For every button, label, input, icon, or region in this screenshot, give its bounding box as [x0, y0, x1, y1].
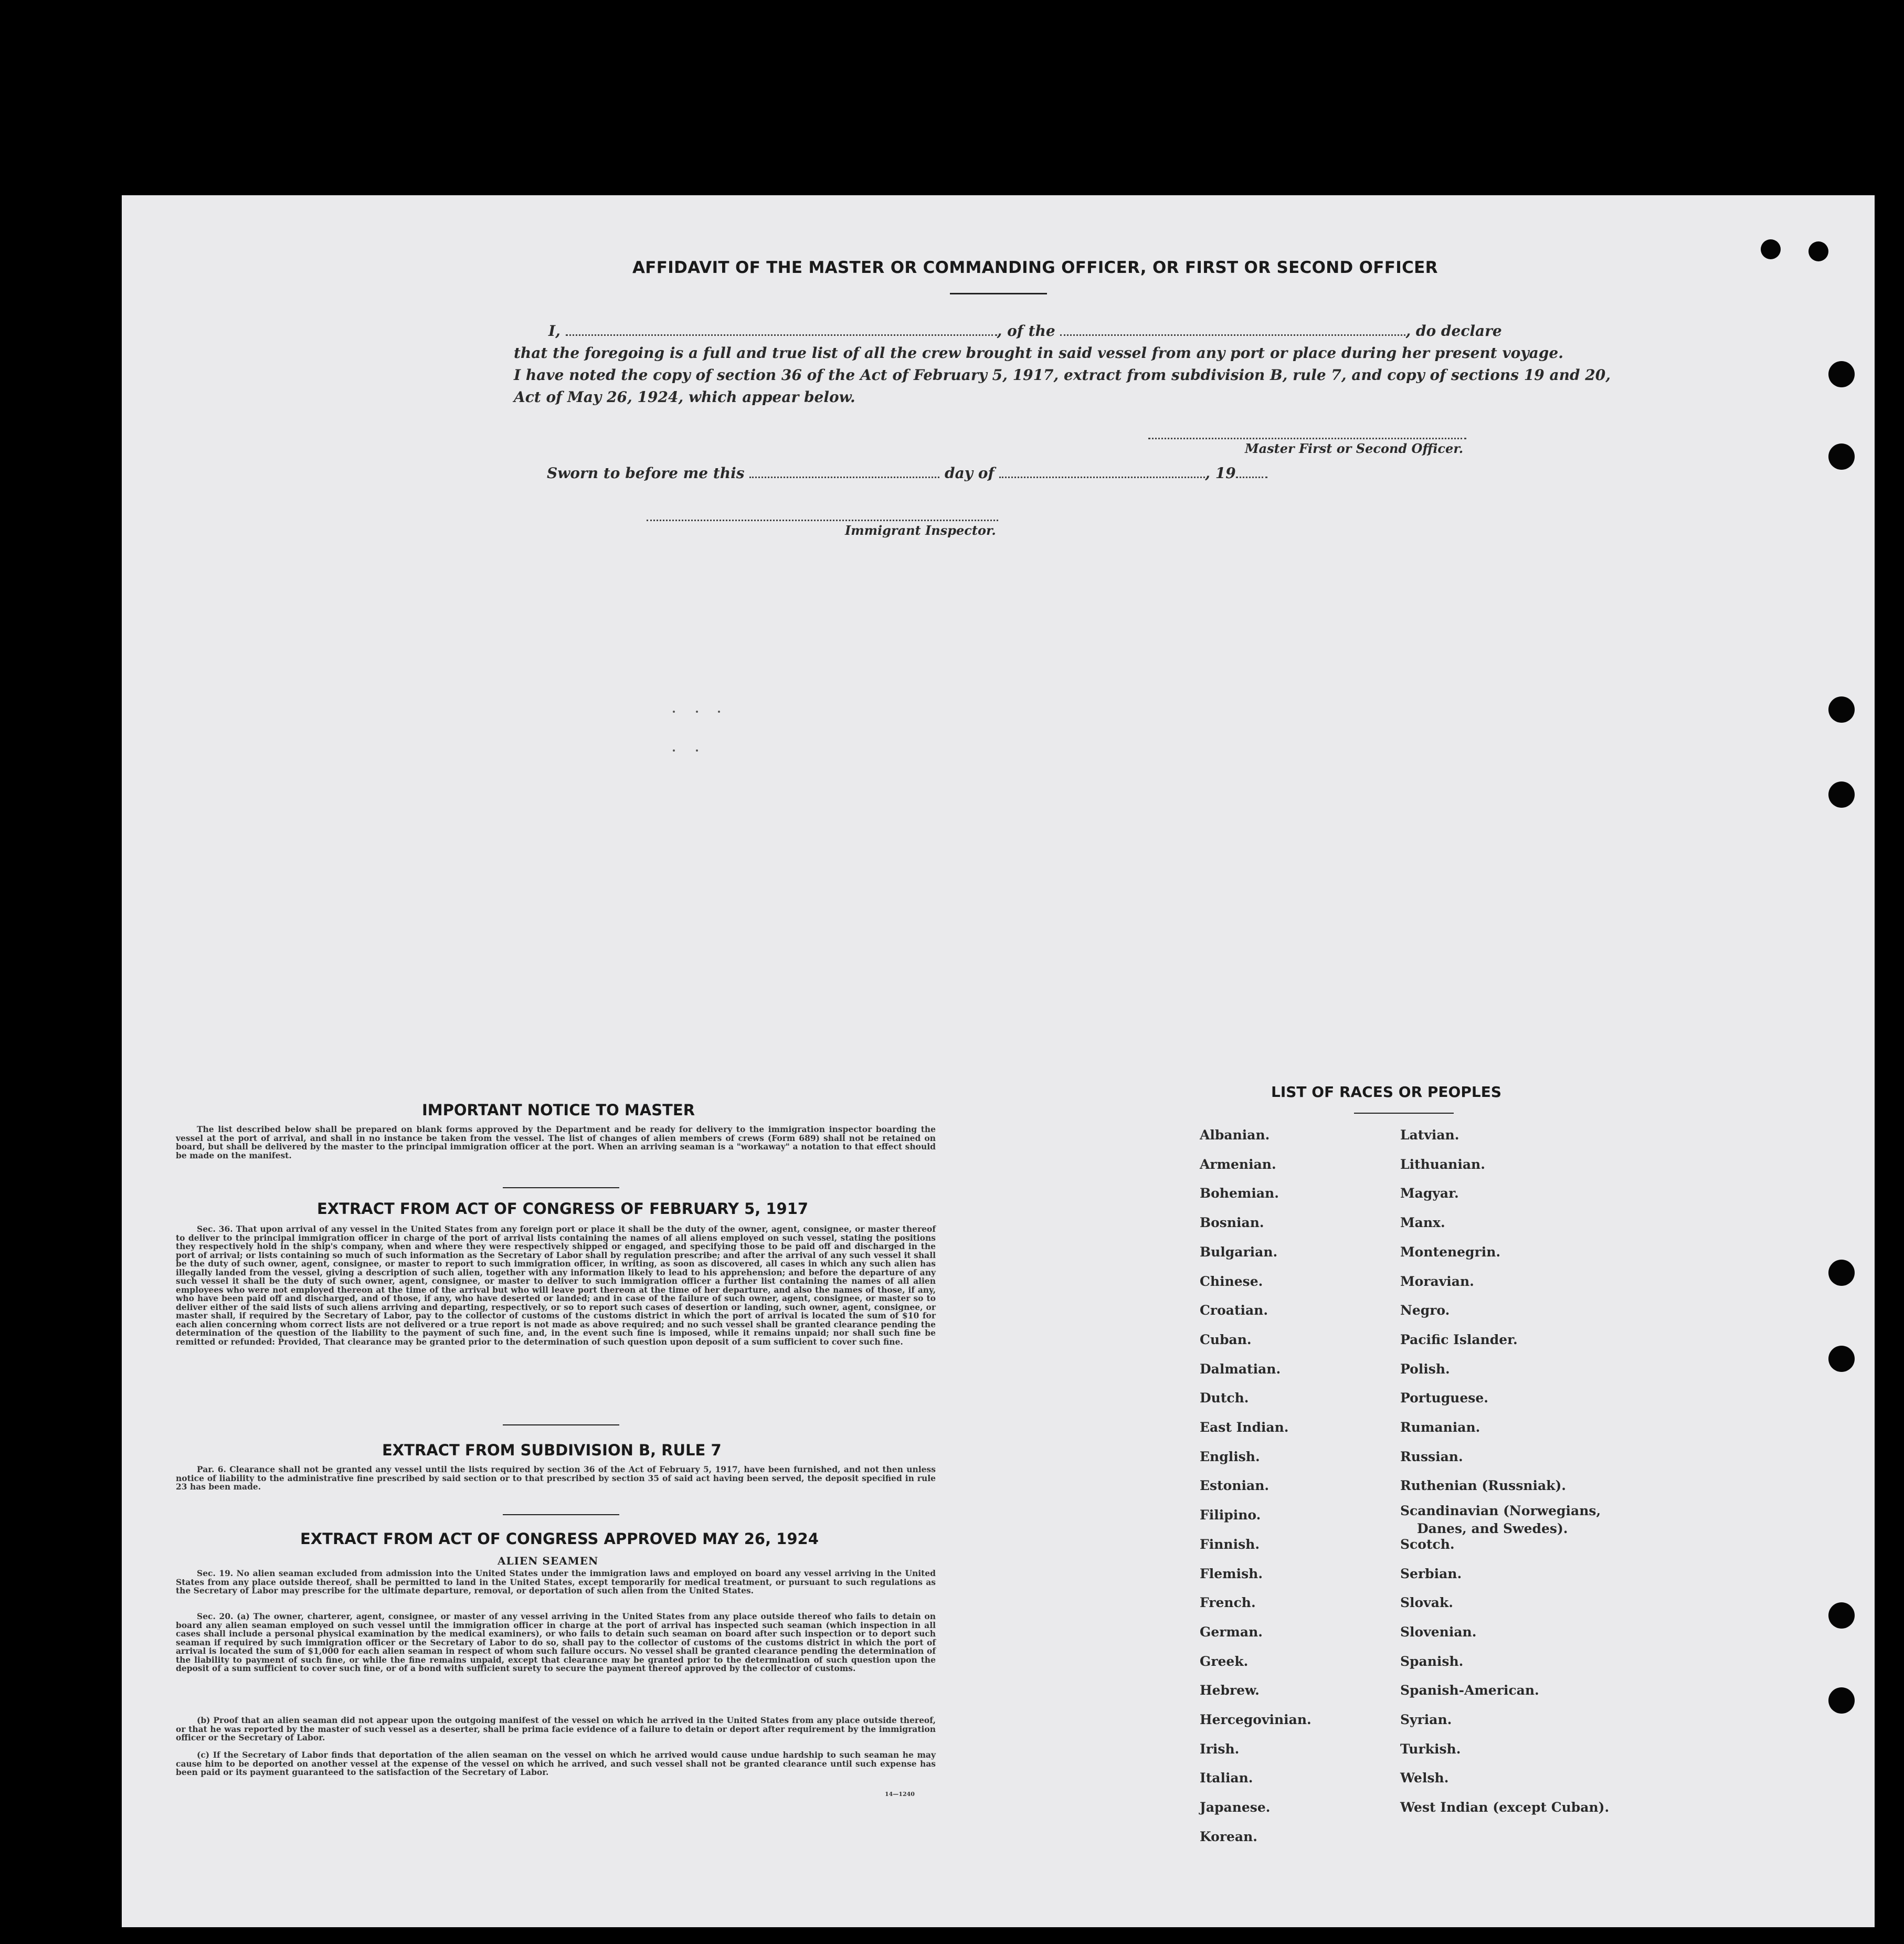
race-item: Scotch.: [1400, 1536, 1455, 1552]
race-item: Korean.: [1200, 1829, 1258, 1844]
race-item: Manx.: [1400, 1215, 1445, 1231]
sworn-day-blank: [749, 476, 939, 478]
scan-speck: [696, 711, 698, 713]
binder-hole: [1808, 241, 1828, 261]
affidavit-line-2: that the foregoing is a full and true list of all the crew brought in said vessel from any port or place during her present voyage.: [514, 344, 1563, 362]
race-item: Irish.: [1200, 1741, 1240, 1757]
race-item: Latvian.: [1400, 1127, 1459, 1143]
race-item: Lithuanian.: [1400, 1156, 1485, 1172]
race-item: Slovenian.: [1400, 1624, 1477, 1640]
binder-hole: [1828, 1687, 1855, 1714]
race-item: Filipino.: [1200, 1507, 1261, 1523]
notice-text: The list described below shall be prepared on blank forms approved by the Department and be ready for delivery to the immigration inspector boarding the vessel at the port of arrival, and shall in no instance be taken from the vessel. The list of changes of alien members of crews (Form 689) shall not be retained on board, but shall be delivered by the master to the principal immigration officer at the port. When an arriving seaman is a "workaway" a notation to that effect should be made on the manifest.: [176, 1124, 936, 1160]
races-divider: [1354, 1113, 1454, 1114]
affidavit-line-4: Act of May 26, 1924, which appear below.: [514, 388, 855, 406]
binder-hole: [1828, 1602, 1855, 1629]
race-item: English.: [1200, 1449, 1260, 1464]
race-item: Magyar.: [1400, 1186, 1459, 1201]
race-item: Bulgarian.: [1200, 1244, 1278, 1260]
race-item: Hebrew.: [1200, 1683, 1260, 1698]
race-item: Bohemian.: [1200, 1186, 1279, 1201]
binder-hole: [1828, 443, 1855, 470]
race-item: Negro.: [1400, 1303, 1450, 1318]
races-title: LIST OF RACES OR PEOPLES: [1271, 1083, 1501, 1101]
race-item: Italian.: [1200, 1770, 1253, 1786]
race-item: Syrian.: [1400, 1712, 1452, 1727]
race-item: West Indian (except Cuban).: [1400, 1800, 1610, 1815]
race-item: Turkish.: [1400, 1741, 1461, 1757]
race-item: Estonian.: [1200, 1478, 1270, 1494]
race-item: Chinese.: [1200, 1273, 1263, 1289]
scan-speck: [718, 711, 720, 713]
race-item: Hercegovinian.: [1200, 1712, 1311, 1727]
title-divider: [950, 293, 1047, 294]
race-item: German.: [1200, 1624, 1263, 1640]
sec20c-text: (c) If the Secretary of Labor finds that deportation of the alien seaman on the vessel on which he arrived would cause undue hardship to such seaman he may cause him to be deported on another vessel at the expense of the vessel on which he arrived, and such vessel shall not be granted clearance until such expense has been paid or its payment guaranteed to the satisfaction of the Secretary of Labor.: [176, 1750, 936, 1777]
sec20a-text: Sec. 20. (a) The owner, charterer, agent, consignee, or master of any vessel arriving in the United States from any place outside thereof who fails to detain on board any alien seaman employed on such vessel until the immigration officer in charge at the port of arrival has inspected such seaman (which inspection in all cases shall include a personal physical examination by the medical examiners), or who fails to detain such seaman on board after such inspection or to deport such seaman if required by such immigration officer or the Secretary of Labor to do so, shall pay to the collector of customs of the customs district in which the port of arrival is located the sum of $1,000 for each alien seaman in respect of whom such failure occurs. No vessel shall be granted clearance pending the determination of the liability to payment of such fine, or while the fine remains unpaid, except that clearance may be granted prior to the determination of such question upon the deposit of a sum sufficient to cover such fine, or of a bond with sufficient surety to secure the payment thereof approved by the collector of customs.: [176, 1611, 936, 1673]
affidavit-of-the: , of the: [997, 322, 1055, 340]
race-item: Greek.: [1200, 1653, 1249, 1669]
sec19-text: Sec. 19. No alien seaman excluded from admission into the United States under the immigration laws and employed on board any vessel arriving in the United States from any place outside thereof, shall be permitted to land in the United States, except temporarily for medical treatment, or pursuant to such regulations as the Secretary of Labor may prescribe for the ultimate departure, removal, or deportation of such alien from the United States.: [176, 1568, 936, 1596]
section-divider: [503, 1187, 619, 1188]
affidavit-i: I,: [548, 322, 560, 340]
race-item: Spanish.: [1400, 1653, 1464, 1669]
master-caption: Master First or Second Officer.: [1245, 441, 1464, 456]
affidavit-title: AFFIDAVIT OF THE MASTER OR COMMANDING OFFICER, OR FIRST OR SECOND OFFICER: [632, 258, 1438, 277]
extract-1924-title: EXTRACT FROM ACT OF CONGRESS APPROVED MAY 26, 1924: [300, 1530, 819, 1548]
binder-hole: [1761, 239, 1781, 259]
race-item: Spanish-American.: [1400, 1683, 1539, 1698]
affidavit-line-3: I have noted the copy of section 36 of the Act of February 5, 1917, extract from subdivision B, rule 7, and copy of sections 19 and 20,: [514, 366, 1611, 384]
binder-hole: [1828, 1346, 1855, 1372]
race-item: Dutch.: [1200, 1390, 1249, 1406]
race-item: Bosnian.: [1200, 1215, 1264, 1231]
vessel-blank: [1060, 334, 1405, 336]
race-item: Japanese.: [1200, 1800, 1271, 1815]
inspector-caption: Immigrant Inspector.: [845, 523, 996, 538]
extract-1917-text: Sec. 36. That upon arrival of any vessel in the United States from any foreign port or place it shall be the duty of the owner, agent, consignee, or master thereof to deliver to the principal immigration officer in charge of the port of arrival lists containing the names of all aliens employed on such vessel, stating the positions they respectively hold in the ship's company, when and where they were respectively shipped or engaged, and specifying those to be paid off and discharged in the port of arrival; or lists containing so much of such information as the Secretary of Labor shall by regulation prescribe; and after the arrival of any such vessel it shall be the duty of such owner, agent, consignee, or master to report to such immigration officer, in writing, as soon as discovered, all cases in which any such alien has illegally landed from the vessel, giving a description of such alien, together with any information likely to lead to his apprehension; and before the departure of any such vessel it shall be the duty of such owner, agent, consignee, or master to deliver to such immigration officer a further list containing the names of all alien employees who were not employed thereon at the time of the arrival but who will leave port thereon at the time of her departure, and also the names of those, if any, who have been paid off and discharged, and of those, if any, who have deserted or landed; and in case of the failure of such owner, agent, consignee, or master so to deliver either of the said lists of such aliens arriving and departing, respectively, or so to report such cases of desertion or landing, such owner, agent, consignee, or master shall, if required by the Secretary of Labor, pay to the collector of customs of the customs district in which the port of arrival is located the sum of $10 for each alien concerning whom correct lists are not delivered or a true report is not made as above required; and no such vessel shall be granted clearance pending the determination of the question of the liability to the payment of such fine, and, in the event such fine is imposed, while it remains unpaid; nor shall such fine be remitted or refunded: Provided, That clearance may be granted prior to the determination of such question upon deposit of a sum sufficient to cover such fine.: [176, 1224, 936, 1347]
alien-seamen-subtitle: ALIEN SEAMEN: [498, 1555, 599, 1567]
race-item: Montenegrin.: [1400, 1244, 1501, 1260]
race-item: Pacific Islander.: [1400, 1332, 1518, 1347]
master-signature-line: [1148, 438, 1466, 439]
scan-speck: [673, 749, 675, 752]
race-item: Ruthenian (Russniak).: [1400, 1478, 1566, 1494]
race-item: Finnish.: [1200, 1536, 1260, 1552]
race-item: East Indian.: [1200, 1420, 1289, 1435]
race-item: Flemish.: [1200, 1566, 1263, 1581]
race-item: Cuban.: [1200, 1332, 1252, 1347]
binder-hole: [1828, 696, 1855, 723]
scan-speck: [696, 749, 698, 752]
race-item: Serbian.: [1400, 1566, 1462, 1581]
day-of-text: day of: [945, 464, 995, 482]
race-item: Dalmatian.: [1200, 1361, 1281, 1377]
notice-title: IMPORTANT NOTICE TO MASTER: [422, 1101, 695, 1119]
section-divider: [503, 1424, 619, 1425]
race-item: Scandinavian (Norwegians,: [1400, 1503, 1601, 1519]
race-item: Danes, and Swedes).: [1417, 1521, 1568, 1537]
binder-hole: [1828, 781, 1855, 808]
race-item: Polish.: [1400, 1361, 1450, 1377]
sworn-month-blank: [999, 476, 1205, 478]
scan-speck: [673, 711, 675, 713]
form-number: 14—1240: [885, 1791, 915, 1798]
race-item: French.: [1200, 1595, 1256, 1611]
extract-1917-title: EXTRACT FROM ACT OF CONGRESS OF FEBRUARY 5, 1917: [317, 1200, 809, 1218]
race-item: Russian.: [1400, 1449, 1463, 1464]
year-text: , 19: [1205, 464, 1236, 482]
sworn-line: [547, 464, 1267, 482]
race-item: Moravian.: [1400, 1273, 1474, 1289]
race-item: Portuguese.: [1400, 1390, 1488, 1406]
section-divider: [503, 1514, 619, 1515]
rule7-text: Par. 6. Clearance shall not be granted any vessel until the lists required by section 36 of the Act of February 5, 1917, have been furnished, and not then unless notice of liability to the administrative fine prescribed by said section or to that prescribed by section 35 of said act having been served, the deposit specified in rule 23 has been made.: [176, 1464, 936, 1492]
binder-hole: [1828, 361, 1855, 387]
sec20b-text: (b) Proof that an alien seaman did not appear upon the outgoing manifest of the vessel on which he arrived in the United States from any place outside thereof, or that he was reported by the master of such vessel as a deserter, shall be prima facie evidence of a failure to detain or deport after requirement by the immigration officer or the Secretary of Labor.: [176, 1715, 936, 1742]
race-item: Armenian.: [1200, 1156, 1276, 1172]
name-blank: [566, 334, 997, 336]
race-item: Albanian.: [1200, 1127, 1270, 1143]
year-blank: [1236, 476, 1267, 478]
affidavit-declare: , do declare: [1405, 322, 1502, 340]
binder-hole: [1828, 1260, 1855, 1286]
affidavit-line-1: [548, 322, 1502, 340]
sworn-text: Sworn to before me this: [547, 464, 745, 482]
race-item: Welsh.: [1400, 1770, 1449, 1786]
race-item: Rumanian.: [1400, 1420, 1480, 1435]
race-item: Slovak.: [1400, 1595, 1453, 1611]
inspector-signature-line: [647, 520, 998, 521]
race-item: Croatian.: [1200, 1303, 1268, 1318]
rule7-title: EXTRACT FROM SUBDIVISION B, RULE 7: [382, 1441, 722, 1459]
